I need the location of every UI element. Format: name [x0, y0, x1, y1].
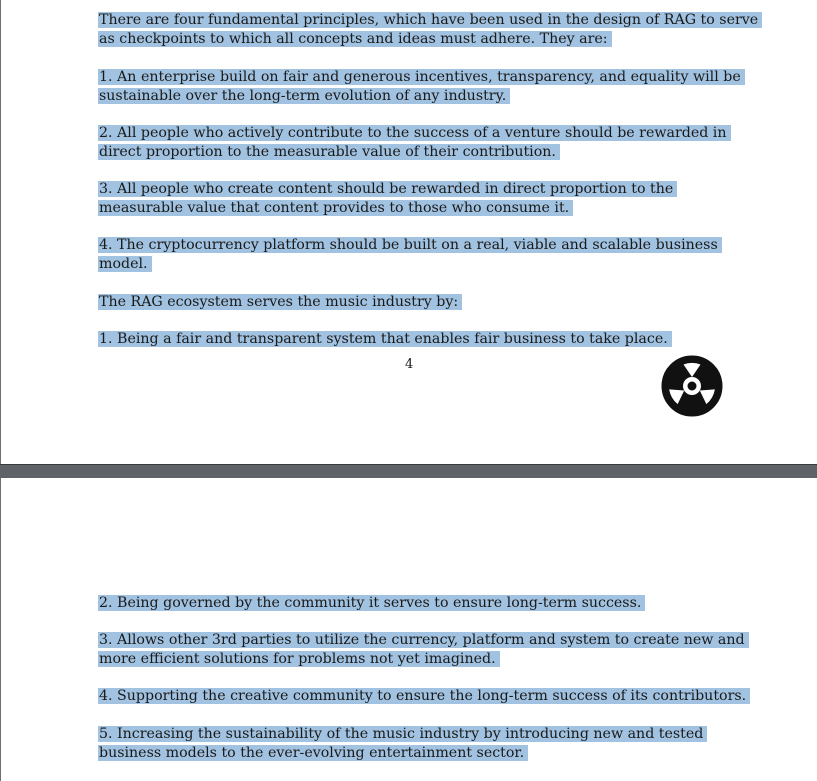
text-line[interactable] [98, 330, 672, 349]
selected-text[interactable]: 1. Being a fair and transparent system that enables fair business to take place. [98, 331, 672, 347]
selected-text[interactable]: model. [98, 256, 152, 272]
selected-text[interactable]: more efficient solutions for problems not yet imagined. [98, 651, 500, 667]
selected-text[interactable]: 3. Allows other 3rd parties to utilize the currency, platform and system to create new and [98, 632, 749, 648]
selected-text[interactable]: 1. An enterprise build on fair and generous incentives, transparency, and equality will be [98, 69, 745, 85]
text-line[interactable] [98, 744, 528, 763]
selected-text[interactable]: 2. All people who actively contribute to the success of a venture should be rewarded in [98, 125, 731, 141]
page-separator [0, 464, 817, 478]
text-line[interactable] [98, 87, 510, 106]
selected-text[interactable]: There are four fundamental principles, which have been used in the design of RAG to serve [98, 12, 762, 28]
selected-text[interactable]: direct proportion to the measurable value of their contribution. [98, 144, 560, 160]
text-line[interactable] [98, 725, 707, 744]
text-line[interactable] [98, 255, 152, 274]
selected-text[interactable]: measurable value that content provides to those who consume it. [98, 200, 573, 216]
45-record-adapter-logo-icon [660, 354, 724, 418]
selected-text[interactable]: 4. Supporting the creative community to ensure the long-term success of its contributors. [98, 688, 750, 704]
text-line[interactable] [98, 594, 645, 613]
selected-text[interactable]: 4. The cryptocurrency platform should be built on a real, viable and scalable business [98, 237, 722, 253]
text-line[interactable] [98, 650, 500, 669]
document-page-5 [0, 478, 817, 781]
selected-text[interactable]: 3. All people who create content should be rewarded in direct proportion to the [98, 181, 677, 197]
selected-text[interactable]: as checkpoints to which all concepts and ideas must adhere. They are: [98, 31, 612, 47]
text-line[interactable] [98, 124, 731, 143]
selected-text[interactable]: The RAG ecosystem serves the music industry by: [98, 294, 462, 310]
text-line[interactable] [98, 236, 722, 255]
text-line[interactable] [98, 68, 745, 87]
text-line[interactable] [98, 293, 462, 312]
selected-text[interactable]: business models to the ever-evolving entertainment sector. [98, 745, 528, 761]
text-line[interactable] [98, 631, 749, 650]
selected-text[interactable]: 2. Being governed by the community it serves to ensure long-term success. [98, 595, 645, 611]
text-line[interactable] [98, 143, 560, 162]
text-line[interactable] [98, 11, 762, 30]
selected-text[interactable]: sustainable over the long-term evolution of any industry. [98, 88, 510, 104]
text-line[interactable] [98, 30, 612, 49]
page-number: 4 [405, 357, 414, 372]
text-line[interactable] [98, 199, 573, 218]
text-line[interactable] [98, 180, 677, 199]
text-line[interactable] [98, 687, 750, 706]
selected-text[interactable]: 5. Increasing the sustainability of the music industry by introducing new and tested [98, 726, 707, 742]
